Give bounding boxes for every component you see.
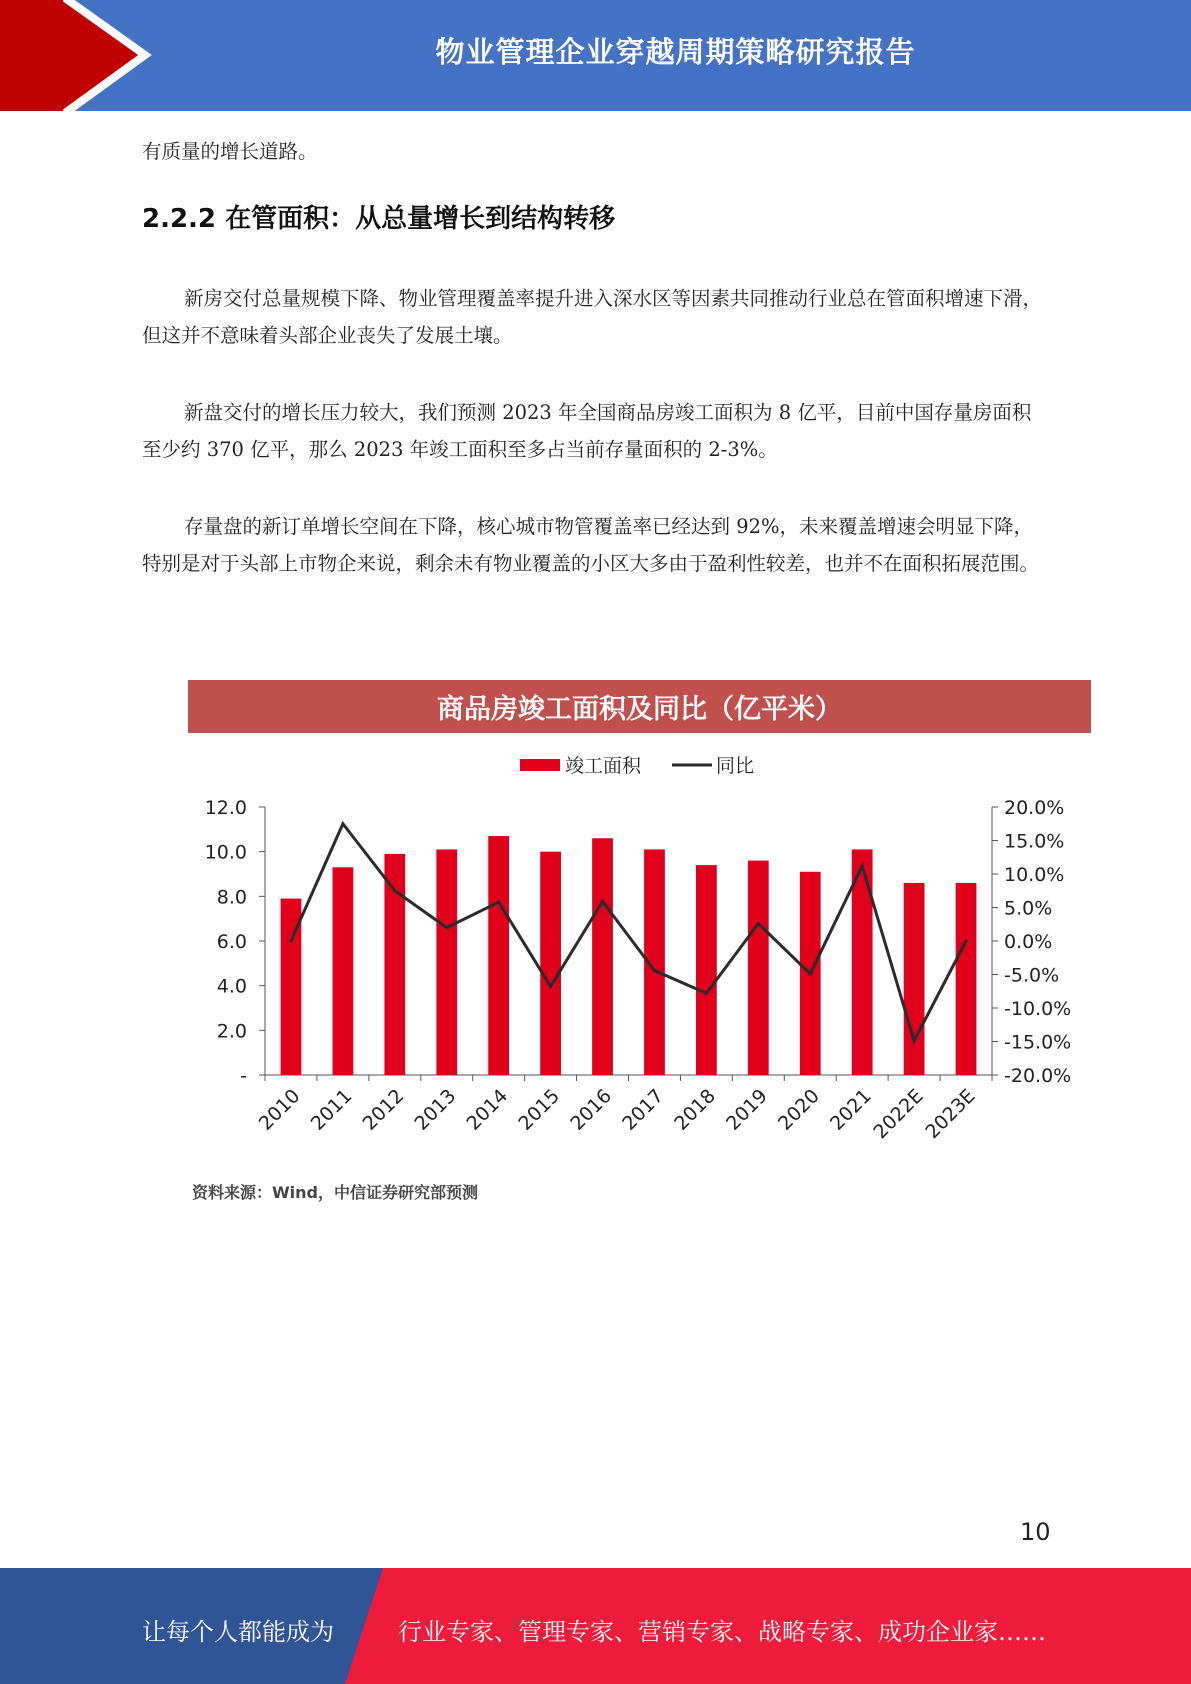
bar-2022E [904,883,925,1075]
left-axis-tick-label: - [240,1065,247,1087]
x-axis-label-2015: 2015 [514,1084,565,1135]
bar-2016 [592,838,613,1075]
completion-area-chart [180,745,1090,1165]
x-axis-label-2019: 2019 [722,1084,772,1135]
page-number: 10 [1020,1518,1051,1546]
x-axis-label-2022E: 2022E [869,1084,928,1144]
yoy-point-2020 [809,972,812,975]
right-axis-tick-label: -5.0% [1004,964,1060,987]
left-axis-tick-label: 8.0 [216,886,247,909]
bar-2012 [384,854,405,1075]
bar-2014 [488,836,509,1075]
right-axis-tick-label: -15.0% [1004,1031,1072,1054]
yoy-point-2023E [965,940,968,943]
footer-slogan-right: 行业专家、管理专家、营销专家、战略专家、成功企业家…… [398,1618,1046,1646]
yoy-point-2019 [757,922,760,925]
right-axis-tick-label: 5.0% [1004,897,1053,920]
yoy-point-2013 [445,926,448,929]
left-axis-tick-label: 4.0 [216,975,247,998]
right-axis-tick-label: 20.0% [1004,797,1065,819]
x-axis-label-2023E: 2023E [921,1084,980,1144]
right-axis-tick-label: 10.0% [1004,864,1065,886]
left-axis-tick-label: 10.0 [204,841,247,864]
x-axis-label-2016: 2016 [566,1084,617,1135]
yoy-point-2015 [549,985,552,988]
left-axis-tick-label: 2.0 [216,1020,247,1043]
intro-line: 有质量的增长道路。 [142,140,318,163]
bar-2023E [956,883,977,1075]
paragraph-1: 新房交付总量规模下降、物业管理覆盖率提升进入深水区等因素共同推动行业总在管面积增速下滑，但这并不意味着头部企业丧失了发展土壤。 [142,287,1043,347]
right-axis-tick-label: -10.0% [1004,998,1072,1020]
yoy-point-2016 [601,900,604,903]
left-axis-tick-label: 12.0 [204,797,247,819]
x-axis-label-2021: 2021 [825,1084,876,1135]
report-title: 物业管理企业穿越周期策略研究报告 [435,34,916,69]
footer-slogan-left: 让每个人都能成为 [142,1618,334,1646]
chart-title: 商品房竣工面积及同比（亿平米） [188,680,1091,733]
paragraph-3: 存量盘的新订单增长空间在下降，核心城市物管覆盖率已经达到 92%，未来覆盖增速会明显下降，特别是对于头部上市物企来说，剩余未有物业覆盖的小区大多由于盈利性较差，也并不在面积拓展范围。 [142,515,1040,575]
x-axis-label-2017: 2017 [618,1084,668,1135]
section-heading: 2.2.2 在管面积：从总量增长到结构转移 [142,204,616,234]
bar-2013 [436,849,457,1075]
yoy-point-2022E [913,1039,916,1042]
x-axis-label-2014: 2014 [462,1084,513,1135]
yoy-point-2014 [497,901,500,904]
paragraph-2: 新盘交付的增长压力较大，我们预测 2023 年全国商品房竣工面积为 8 亿平，目前中国存量房面积至少约 370 亿平，那么 2023 年竣工面积至多占当前存量面积的 2-3%。 [142,401,1032,461]
right-axis-tick-label: 0.0% [1004,931,1053,953]
x-axis-label-2013: 2013 [410,1084,461,1135]
right-axis-tick-label: 15.0% [1004,830,1065,853]
x-axis-label-2020: 2020 [774,1084,824,1135]
yoy-point-2011 [341,822,344,825]
yoy-point-2012 [393,889,396,892]
right-axis-tick-label: -20.0% [1004,1065,1072,1087]
legend-label-bar: 竣工面积 [565,755,642,777]
chart-source: 资料来源：Wind，中信证券研究部预测 [192,1183,478,1202]
bar-2018 [696,865,717,1075]
x-axis-label-2012: 2012 [358,1084,409,1135]
left-axis-tick-label: 6.0 [216,931,247,953]
bar-2011 [333,867,354,1075]
legend-swatch-bar [520,759,560,771]
page-header [0,0,1191,111]
x-axis-label-2011: 2011 [306,1084,357,1135]
yoy-point-2010 [289,940,292,943]
header-arrow-decoration [0,0,160,111]
yoy-point-2018 [705,992,708,995]
yoy-point-2017 [653,969,656,972]
bar-2019 [748,861,769,1075]
x-axis-label-2010: 2010 [254,1084,305,1135]
x-axis-label-2018: 2018 [670,1084,720,1135]
bar-2015 [540,852,561,1075]
legend-label-line: 同比 [716,755,755,777]
yoy-point-2021 [861,864,864,867]
